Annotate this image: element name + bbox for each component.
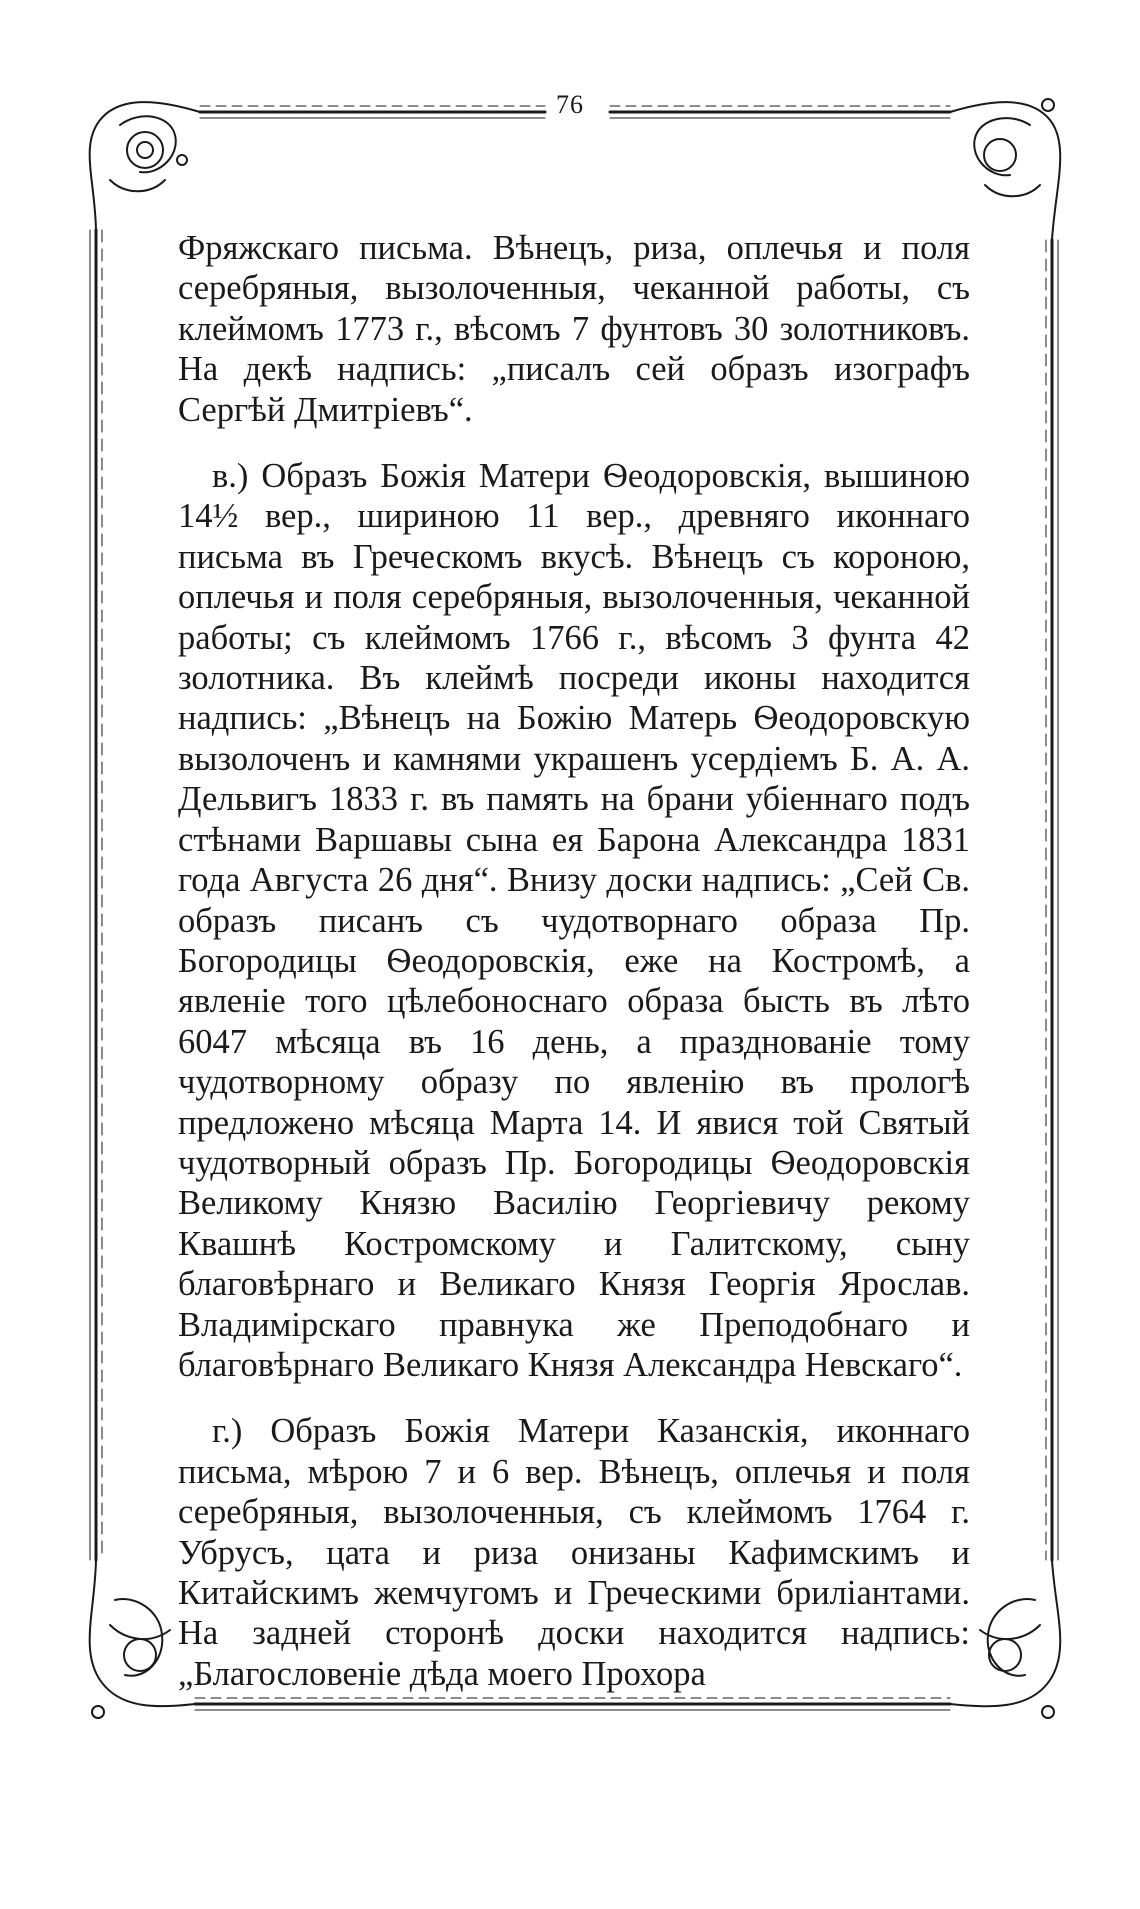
corner-ornament-top-right [950,99,1060,240]
paragraph-continuation: Фряжскаго письма. Вѣнецъ, риза, оплечья и поля серебряныя, вызолоченныя, чеканной работы, съ клеймомъ 1773 г., вѣсомъ 7 фунтовъ 30 золотниковъ. На декѣ надпись: „писалъ сей образъ изографъ Сергѣй Дмитріевъ“. [178,229,970,429]
corner-ornament-top-left [90,102,200,230]
page-number: 76 [556,90,584,119]
paragraph-item-g: г.) Образъ Божія Матери Казанскія, иконнаго письма, мѣрою 7 и 6 вер. Вѣнецъ, оплечья и поля серебряныя, вызолоченныя, съ клеймомъ 1764 г. Убрусъ, цата и риза онизаны Кафимскимъ и Китайскимъ жемчугомъ и Греческими бриліантами. На задней сторонѣ доски находится надпись: „Благословеніе дѣда моего Прохора [178,1412,970,1693]
paragraph-item-v: в.) Образъ Божія Матери Ѳеодоровскія, вышиною 14½ вер., шириною 11 вер., древняго иконнаго письма въ Греческомъ вкусѣ. Вѣнецъ съ короною, оплечья и поля серебряныя, вызолоченныя, чеканной работы; съ клеймомъ 1766 г., вѣсомъ 3 фунта 42 золотника. Въ клеймѣ посреди иконы находится надпись: „Вѣнецъ на Божію Матерь Ѳеодоровскую вызолоченъ и камнями украшенъ усердіемъ Б. А. А. Дельвигъ 1833 г. въ память на брани убіеннаго подъ стѣнами Варшавы сына ея Барона Александра 1831 года Августа 26 дня“. Внизу доски надпись: „Сей Св. образъ писанъ съ чудотворнаго образа Пр. Богородицы Ѳеодоровскія, еже на Костромѣ, а явленіе того цѣлебоноснаго образа бысть въ лѣто 6047 мѣсяца въ 16 день, а празднованіе тому чудотворному образу по явленію въ прологѣ предложено мѣсяца Марта 14. И явися той Святый чудотворный образъ Пр. Богородицы Ѳеодоровскія Великому Князю Василію Георгіевичу рекому Квашнѣ Костромскому и Галитскому, сыну благовѣрнаго и Великаго Князя Георгія Ярослав. Владимірскаго правнука же Преподобнаго и благовѣрнаго Великаго Князя Александра Невскаго“. [178,457,970,1384]
body-text [178,228,970,1720]
